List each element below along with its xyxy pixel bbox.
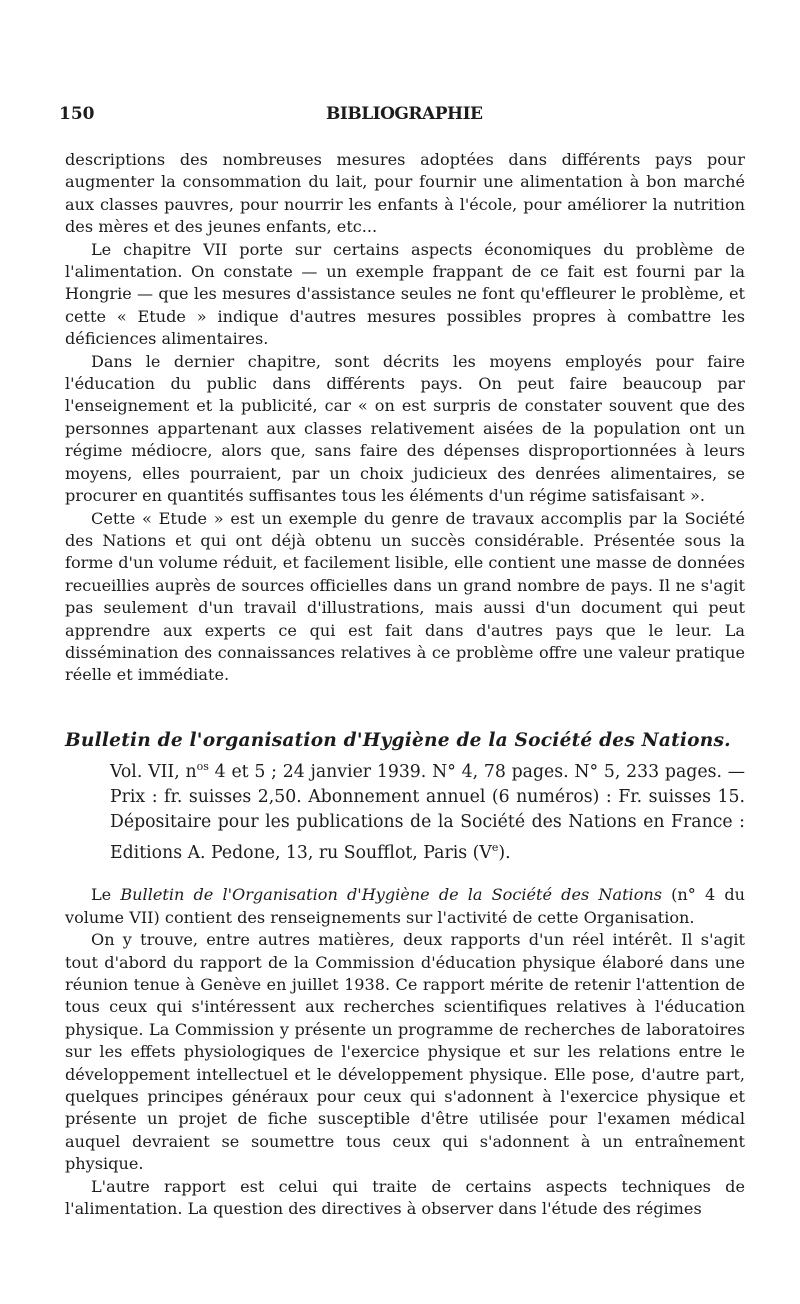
entry-details — [110, 754, 745, 866]
document-page — [59, 100, 746, 1220]
review-intro-italic-title: Bulletin de l'Organisation d'Hygiène de la Société des Nations — [120, 885, 663, 905]
entry-details-sup: os — [196, 759, 209, 773]
entry-details-sup-e: e — [491, 840, 499, 854]
page-number: 150 — [59, 104, 95, 124]
paragraph-chapter-vii: Le chapitre VII porte sur certains aspects économiques du problème de l'alimentation. On constate — un exemple frappant de ce fait est fourni par la Hongrie — que les mesures d'assistance seules ne font qu'effleurer le problème, et cette « Etude » indique d'autres mesures possibles propres à combattre les déficiences alimentaires. — [65, 239, 745, 349]
review-paragraph-alimentation: L'autre rapport est celui qui traite de certains aspects techniques de l'alimentation. La question des directives à observer dans l'étude des régimes — [65, 1176, 745, 1218]
review-intro-suffix: (n° 4 du volume VII) contient des renseignements sur l'activité de cette Organisation. — [65, 885, 746, 927]
entry-details-start: Vol. VII, n — [110, 761, 197, 782]
page-header — [59, 100, 745, 130]
entry-details-middle: 4 et 5 ; 24 janvier 1939. N° 4, 78 pages. N° 5, 233 pages. — Prix : fr. suisses 2,50. Abonnement annuel (6 numéros) : Fr. suisses 15. Dépositaire pour les publications de la Société des Nations en France : Editions A. Pedone, 13, ru Soufflot, Paris (V — [110, 761, 746, 863]
bibliography-entry — [65, 727, 745, 866]
review-paragraph-intro — [65, 884, 745, 929]
entry-title: Bulletin de l'organisation d'Hygiène de la Société des Nations. — [65, 729, 731, 751]
running-head: BIBLIOGRAPHIE — [326, 104, 483, 124]
review-paragraph-reports: On y trouve, entre autres matières, deux rapports d'un réel intérêt. Il s'agit tout d'abord du rapport de la Commission d'éducation physique élaboré dans une réunion tenue à Genève en juillet 1938. Ce rapport mérite de retenir l'attention de tous ceux qui s'intéressent aux recherches scientifiques relatives à l'éducation physique. La Commission y présente un programme de recherches de laboratoires sur les effets physiologiques de l'exercice physique et sur les relations entre le développement intellectuel et le développement physique. Elle pose, d'autre part, quelques principes généraux pour ceux qui s'adonnent à l'exercice physique et présente un projet de fiche susceptible d'être utilisée pour l'examen médical auquel devraient se soumettre tous ceux qui s'adonnent à un entraînement physique. — [65, 930, 745, 1174]
paragraph-continuation: descriptions des nombreuses mesures adoptées dans différents pays pour augmenter la consommation du lait, pour fournir une alimentation à bon marché aux classes pauvres, pour nourrir les enfants à l'école, pour améliorer la nutrition des mères et des jeunes enfants, etc... — [65, 150, 745, 237]
paragraph-etude-summary: Cette « Etude » est un exemple du genre de travaux accomplis par la Société des Nations et qui ont déjà obtenu un succès considérable. Présentée sous la forme d'un volume réduit, et facilement lisible, elle contient une masse de données recueillies auprès de sources officielles dans un grand nombre de pays. Il ne s'agit pas seulement d'un travail d'illustrations, mais aussi d'un document qui peut apprendre aux experts ce qui est fait dans d'autres pays que le leur. La dissémination des connaissances relatives à ce problème offre une valeur pratique réelle et immédiate. — [65, 508, 745, 685]
paragraph-last-chapter: Dans le dernier chapitre, sont décrits les moyens employés pour faire l'éducation du public dans différents pays. On peut faire beaucoup par l'enseignement et la publicité, car « on est surpris de constater souvent que des personnes appartenant aux classes relativement aisées de la population ont un régime médiocre, alors que, sans faire des dépenses disproportionnées à leurs moyens, elles pourraient, par un choix judicieux des denrées alimentaires, se procurer en quantités suffisantes tous les éléments d'un régime satisfaisant ». — [65, 351, 745, 506]
review-intro-prefix: Le — [91, 885, 121, 905]
entry-details-end: ). — [498, 842, 511, 863]
